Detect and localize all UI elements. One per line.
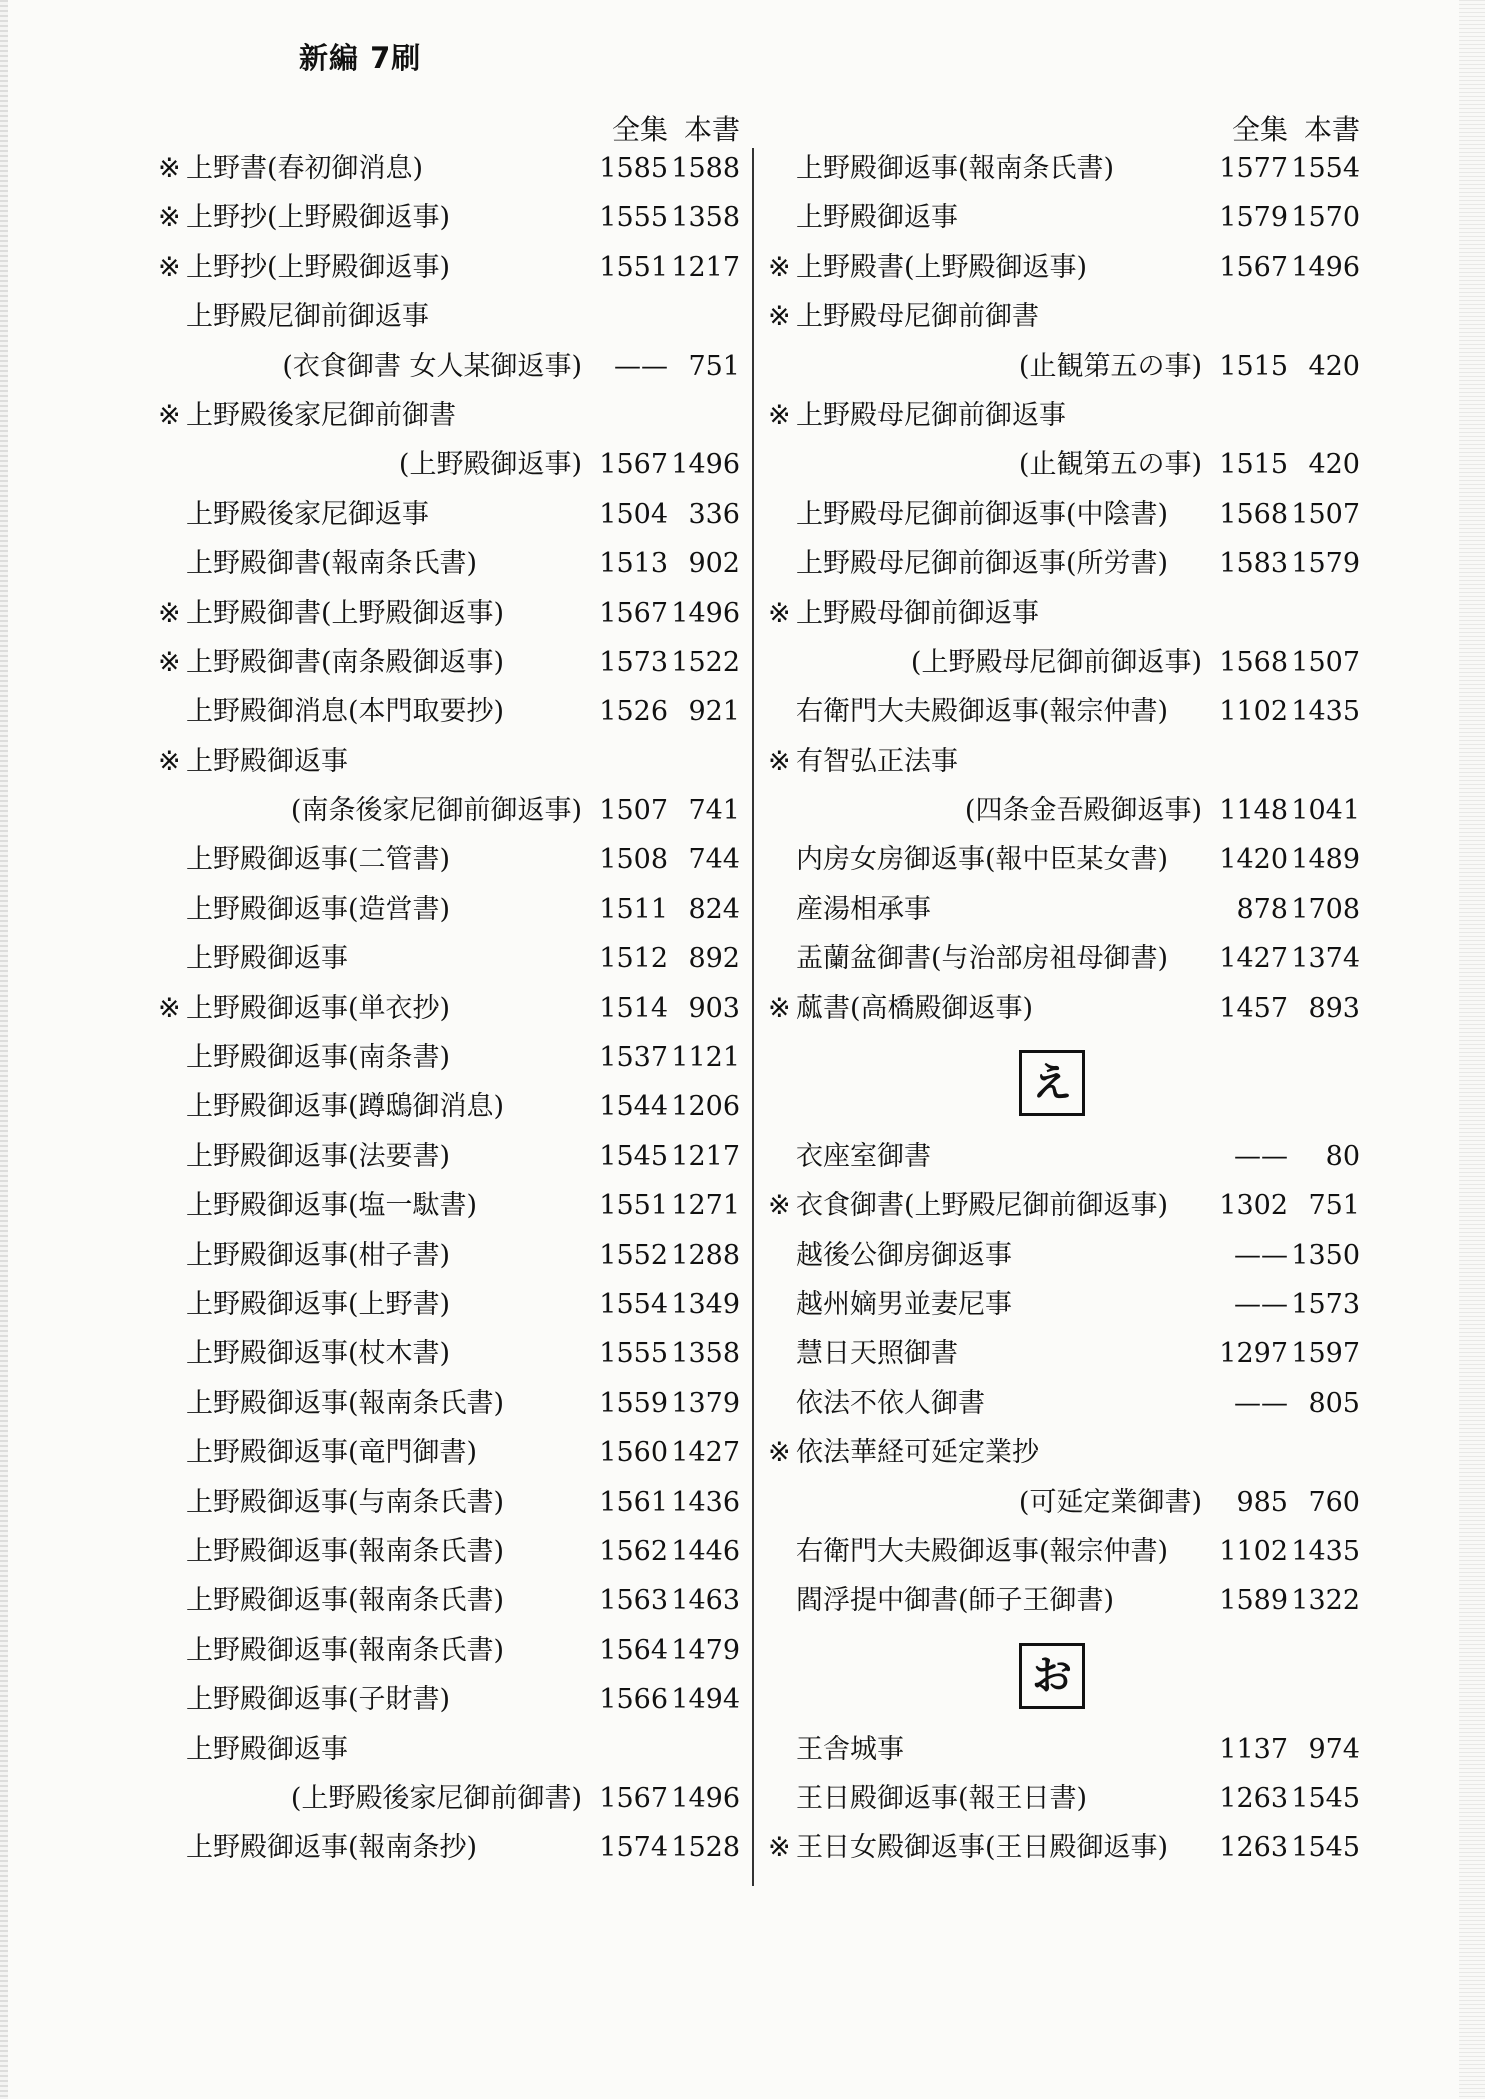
kana-heading-o: お bbox=[1019, 1643, 1085, 1709]
entry-title: 上野殿御返事 bbox=[796, 202, 958, 234]
zenshu-header: 全集 bbox=[1231, 113, 1288, 146]
entry-title: (南条後家尼御前御返事) bbox=[290, 795, 582, 827]
entry-title: 上野殿御返事(報南条抄) bbox=[186, 1832, 478, 1864]
zenshu-page: 1102 bbox=[1219, 1535, 1288, 1567]
reference-mark: ※ bbox=[158, 399, 181, 431]
zenshu-page: 1568 bbox=[1219, 498, 1288, 530]
index-entry bbox=[760, 193, 1360, 242]
zenshu-page: 1537 bbox=[599, 1042, 668, 1074]
entry-title: (上野殿後家尼御前御書) bbox=[290, 1782, 582, 1814]
entry-title: 上野殿御返事(子財書) bbox=[186, 1684, 451, 1716]
honsho-page: 1446 bbox=[671, 1535, 740, 1567]
reference-mark: ※ bbox=[158, 992, 181, 1024]
zenshu-page: —— bbox=[1234, 1387, 1288, 1419]
index-entry bbox=[150, 1329, 740, 1378]
entry-title: 上野殿御書(報南条氏書) bbox=[186, 548, 478, 580]
reference-mark: ※ bbox=[158, 202, 181, 234]
index-entry bbox=[150, 490, 740, 539]
zenshu-page: 1568 bbox=[1219, 646, 1288, 678]
entry-title: 上野殿御返事(報南条氏書) bbox=[186, 1634, 505, 1666]
honsho-page: 921 bbox=[688, 696, 740, 728]
entry-title: 上野抄(上野殿御返事) bbox=[186, 202, 451, 234]
honsho-page: 1217 bbox=[671, 251, 740, 283]
zenshu-page: 1302 bbox=[1219, 1190, 1288, 1222]
reference-mark: ※ bbox=[768, 597, 791, 629]
index-entry bbox=[760, 1527, 1360, 1576]
entry-title: 有智弘正法事 bbox=[796, 745, 958, 777]
zenshu-page: 1555 bbox=[599, 202, 668, 234]
index-entry bbox=[760, 687, 1360, 736]
column-header bbox=[760, 104, 1360, 144]
index-entry bbox=[760, 1132, 1360, 1181]
column-divider bbox=[752, 148, 754, 1886]
index-entry bbox=[760, 342, 1360, 391]
honsho-page: 744 bbox=[688, 844, 740, 876]
index-entry bbox=[760, 1379, 1360, 1428]
entry-title: 上野殿後家尼御返事 bbox=[186, 498, 429, 530]
entry-title: 上野書(春初御消息) bbox=[186, 153, 424, 184]
index-entry bbox=[760, 490, 1360, 539]
reference-mark: ※ bbox=[768, 745, 791, 777]
index-entry bbox=[150, 1033, 740, 1082]
zenshu-page: 1585 bbox=[599, 153, 668, 184]
zenshu-page: 1263 bbox=[1219, 1832, 1288, 1864]
index-entry bbox=[150, 1823, 740, 1872]
zenshu-page: —— bbox=[1234, 1239, 1288, 1271]
honsho-page: 1570 bbox=[1291, 202, 1360, 234]
zenshu-page: 1563 bbox=[599, 1585, 668, 1617]
index-entry bbox=[760, 786, 1360, 835]
entry-title: 上野殿御返事(柑子書) bbox=[186, 1239, 451, 1271]
entry-title: 上野殿御返事(報南条氏書) bbox=[796, 153, 1115, 184]
entry-title: 上野殿御返事(上野書) bbox=[186, 1288, 451, 1320]
honsho-page: 1507 bbox=[1291, 646, 1360, 678]
entry-title: 上野殿御返事(南条書) bbox=[186, 1042, 451, 1074]
honsho-page: 420 bbox=[1308, 449, 1360, 481]
zenshu-page: 878 bbox=[1236, 893, 1288, 925]
entry-title: 上野殿母尼御前御書 bbox=[796, 301, 1039, 333]
entry-title: 依法華経可延定業抄 bbox=[796, 1437, 1039, 1469]
honsho-page: 1121 bbox=[671, 1042, 740, 1074]
index-column-left bbox=[150, 104, 740, 1873]
honsho-page: 1545 bbox=[1291, 1832, 1360, 1864]
honsho-page: 1496 bbox=[671, 449, 740, 481]
honsho-page: 1271 bbox=[671, 1190, 740, 1222]
index-entry bbox=[150, 193, 740, 242]
zenshu-page: 1554 bbox=[599, 1288, 668, 1320]
zenshu-page: 1515 bbox=[1219, 350, 1288, 382]
honsho-page: 751 bbox=[1308, 1190, 1360, 1222]
index-entry bbox=[150, 1626, 740, 1675]
zenshu-page: 1457 bbox=[1219, 992, 1288, 1024]
index-entry bbox=[150, 1576, 740, 1625]
zenshu-page: 1555 bbox=[599, 1338, 668, 1370]
zenshu-page: 1297 bbox=[1219, 1338, 1288, 1370]
entry-title: (上野殿御返事) bbox=[398, 449, 582, 481]
reference-mark: ※ bbox=[158, 153, 181, 184]
entry-title: 上野殿母御前御返事 bbox=[796, 597, 1039, 629]
entry-title: 右衛門大夫殿御返事(報宗仲書) bbox=[796, 1535, 1169, 1567]
entry-title: 慧日天照御書 bbox=[796, 1338, 958, 1370]
entry-title: 上野殿書(上野殿御返事) bbox=[796, 251, 1088, 283]
zenshu-page: 1507 bbox=[599, 795, 668, 827]
zenshu-page: 1513 bbox=[599, 548, 668, 580]
zenshu-page: 1573 bbox=[599, 646, 668, 678]
kana-heading-e: え bbox=[1019, 1050, 1085, 1116]
entry-title: 衣座室御書 bbox=[796, 1140, 931, 1172]
honsho-page: 1436 bbox=[671, 1486, 740, 1518]
entry-title: 上野殿御返事(与南条氏書) bbox=[186, 1486, 505, 1518]
index-entry bbox=[760, 391, 1360, 440]
reference-mark: ※ bbox=[768, 992, 791, 1024]
entry-title: (四条金吾殿御返事) bbox=[964, 795, 1202, 827]
honsho-page: 1206 bbox=[671, 1091, 740, 1123]
entry-title: 上野殿御返事(二管書) bbox=[186, 844, 451, 876]
entry-title: 上野殿御返事(蹲鴟御消息) bbox=[186, 1091, 505, 1123]
scan-edge-left bbox=[0, 0, 8, 2099]
index-entry bbox=[760, 934, 1360, 983]
entry-title: 上野殿御消息(本門取要抄) bbox=[186, 696, 505, 728]
index-entry bbox=[760, 1329, 1360, 1378]
zenshu-page: 1420 bbox=[1219, 844, 1288, 876]
honsho-page: 1358 bbox=[671, 202, 740, 234]
honsho-page: 1435 bbox=[1291, 1535, 1360, 1567]
zenshu-page: 1589 bbox=[1219, 1585, 1288, 1617]
honsho-page: 760 bbox=[1308, 1486, 1360, 1518]
honsho-page: 1522 bbox=[671, 646, 740, 678]
entry-title: 上野殿尼御前御返事 bbox=[186, 301, 429, 333]
honsho-page: 1288 bbox=[671, 1239, 740, 1271]
zenshu-page: 1512 bbox=[599, 943, 668, 975]
index-entry bbox=[150, 1231, 740, 1280]
zenshu-page: 1545 bbox=[599, 1140, 668, 1172]
index-entry bbox=[760, 1231, 1360, 1280]
entry-title: 王日殿御返事(報王日書) bbox=[796, 1782, 1088, 1814]
entry-title: 上野殿御返事 bbox=[186, 745, 348, 777]
honsho-page: 1496 bbox=[671, 1782, 740, 1814]
zenshu-page: 1577 bbox=[1219, 153, 1288, 184]
index-entry bbox=[150, 786, 740, 835]
reference-mark: ※ bbox=[158, 646, 181, 678]
index-entry bbox=[760, 144, 1360, 193]
reference-mark: ※ bbox=[768, 1437, 791, 1469]
index-list-o bbox=[760, 1725, 1360, 1873]
zenshu-page: 1137 bbox=[1219, 1733, 1288, 1765]
entry-title: 上野殿後家尼御前御書 bbox=[186, 399, 456, 431]
zenshu-page: 1508 bbox=[599, 844, 668, 876]
honsho-page: 1349 bbox=[671, 1288, 740, 1320]
honsho-page: 1435 bbox=[1291, 696, 1360, 728]
entry-title: 上野殿御返事(法要書) bbox=[186, 1140, 451, 1172]
honsho-page: 1554 bbox=[1291, 153, 1360, 184]
index-entry bbox=[150, 1082, 740, 1131]
index-entry bbox=[150, 687, 740, 736]
zenshu-page: 1514 bbox=[599, 992, 668, 1024]
reference-mark: ※ bbox=[768, 251, 791, 283]
index-entry bbox=[150, 243, 740, 292]
index-entry bbox=[150, 1379, 740, 1428]
honsho-page: 1463 bbox=[671, 1585, 740, 1617]
entry-title: (止観第五の事) bbox=[1018, 449, 1202, 481]
entry-title: 蓏書(高橋殿御返事) bbox=[796, 992, 1034, 1024]
entry-title: 衣食御書(上野殿尼御前御返事) bbox=[796, 1190, 1169, 1222]
zenshu-header: 全集 bbox=[611, 113, 668, 146]
entry-title: 上野殿母尼御前御返事(所労書) bbox=[796, 548, 1169, 580]
entry-title: 上野抄(上野殿御返事) bbox=[186, 251, 451, 283]
index-entry bbox=[150, 934, 740, 983]
index-entry bbox=[760, 984, 1360, 1033]
index-entry bbox=[760, 1428, 1360, 1477]
index-entry bbox=[150, 638, 740, 687]
honsho-page: 1528 bbox=[671, 1832, 740, 1864]
honsho-page: 1322 bbox=[1291, 1585, 1360, 1617]
zenshu-page: 1551 bbox=[599, 251, 668, 283]
entry-title: 右衛門大夫殿御返事(報宗仲書) bbox=[796, 696, 1169, 728]
index-entry bbox=[760, 638, 1360, 687]
reference-mark: ※ bbox=[158, 597, 181, 629]
index-entry bbox=[150, 292, 740, 341]
section-e bbox=[760, 1033, 1360, 1132]
zenshu-page: 1511 bbox=[599, 893, 668, 925]
index-entry bbox=[150, 1675, 740, 1724]
honsho-header: 本書 bbox=[1303, 113, 1360, 146]
entry-title: 上野殿御返事(造営書) bbox=[186, 893, 451, 925]
honsho-page: 1041 bbox=[1291, 795, 1360, 827]
honsho-page: 1489 bbox=[1291, 844, 1360, 876]
zenshu-page: 1562 bbox=[599, 1535, 668, 1567]
honsho-page: 903 bbox=[688, 992, 740, 1024]
zenshu-page: 1544 bbox=[599, 1091, 668, 1123]
honsho-page: 1708 bbox=[1291, 893, 1360, 925]
index-entry bbox=[150, 440, 740, 489]
index-list bbox=[150, 144, 740, 1873]
honsho-page: 893 bbox=[1308, 992, 1360, 1024]
zenshu-page: 1559 bbox=[599, 1387, 668, 1419]
index-entry bbox=[760, 835, 1360, 884]
index-entry bbox=[760, 1478, 1360, 1527]
entry-title: 内房女房御返事(報中臣某女書) bbox=[796, 844, 1169, 876]
entry-title: (可延定業御書) bbox=[1018, 1486, 1202, 1518]
index-list-u bbox=[760, 144, 1360, 1033]
zenshu-page: —— bbox=[614, 350, 668, 382]
zenshu-page: 1567 bbox=[599, 449, 668, 481]
index-entry bbox=[150, 885, 740, 934]
reference-mark: ※ bbox=[768, 1190, 791, 1222]
index-entry bbox=[150, 835, 740, 884]
honsho-page: 1374 bbox=[1291, 943, 1360, 975]
index-entry bbox=[760, 737, 1360, 786]
index-entry bbox=[150, 737, 740, 786]
index-entry bbox=[150, 144, 740, 193]
zenshu-page: 1560 bbox=[599, 1437, 668, 1469]
zenshu-page: 1148 bbox=[1219, 795, 1288, 827]
index-entry bbox=[760, 539, 1360, 588]
reference-mark: ※ bbox=[158, 745, 181, 777]
index-entry bbox=[150, 1132, 740, 1181]
zenshu-page: 1579 bbox=[1219, 202, 1288, 234]
zenshu-page: 1263 bbox=[1219, 1782, 1288, 1814]
entry-title: 産湯相承事 bbox=[796, 893, 931, 925]
honsho-page: 1545 bbox=[1291, 1782, 1360, 1814]
entry-title: 依法不依人御書 bbox=[796, 1387, 985, 1419]
index-column-right bbox=[760, 104, 1360, 1873]
honsho-page: 1427 bbox=[671, 1437, 740, 1469]
index-entry bbox=[150, 539, 740, 588]
zenshu-page: 1526 bbox=[599, 696, 668, 728]
index-entry bbox=[150, 589, 740, 638]
entry-title: 上野殿母尼御前御返事(中陰書) bbox=[796, 498, 1169, 530]
honsho-header: 本書 bbox=[683, 113, 740, 146]
honsho-page: 1579 bbox=[1291, 548, 1360, 580]
entry-title: 上野殿御返事 bbox=[186, 943, 348, 975]
honsho-page: 1379 bbox=[671, 1387, 740, 1419]
entry-title: 越州嫡男並妻尼事 bbox=[796, 1289, 1012, 1320]
reference-mark: ※ bbox=[768, 1832, 791, 1864]
index-entry bbox=[150, 1725, 740, 1774]
index-entry bbox=[150, 1280, 740, 1329]
zenshu-page: 1567 bbox=[1219, 251, 1288, 283]
index-entry bbox=[760, 243, 1360, 292]
honsho-page: 1479 bbox=[671, 1634, 740, 1666]
entry-title: 上野殿御返事(単衣抄) bbox=[186, 992, 451, 1024]
index-entry bbox=[760, 885, 1360, 934]
honsho-page: 824 bbox=[688, 893, 740, 925]
zenshu-page: 1561 bbox=[599, 1486, 668, 1518]
index-entry bbox=[760, 1774, 1360, 1823]
reference-mark: ※ bbox=[768, 399, 791, 431]
zenshu-page: 1567 bbox=[599, 1782, 668, 1814]
index-entry bbox=[150, 1428, 740, 1477]
entry-title: 盂蘭盆御書(与治部房祖母御書) bbox=[796, 943, 1169, 975]
honsho-page: 1496 bbox=[1291, 251, 1360, 283]
index-entry bbox=[760, 1181, 1360, 1230]
index-entry bbox=[760, 292, 1360, 341]
scan-edge-right bbox=[1459, 0, 1485, 2099]
entry-title: 王舎城事 bbox=[796, 1733, 904, 1765]
honsho-page: 336 bbox=[688, 498, 740, 530]
entry-title: 閻浮提中御書(師子王御書) bbox=[796, 1585, 1115, 1617]
honsho-page: 1573 bbox=[1291, 1289, 1360, 1320]
entry-title: 上野殿御書(上野殿御返事) bbox=[186, 597, 505, 629]
zenshu-page: 1583 bbox=[1219, 548, 1288, 580]
entry-title: 上野殿御書(南条殿御返事) bbox=[186, 646, 505, 678]
index-entry bbox=[760, 589, 1360, 638]
honsho-page: 805 bbox=[1308, 1387, 1360, 1419]
entry-title: 上野殿御返事(報南条氏書) bbox=[186, 1585, 505, 1617]
honsho-page: 1597 bbox=[1291, 1338, 1360, 1370]
honsho-page: 902 bbox=[688, 548, 740, 580]
zenshu-page: 1504 bbox=[599, 498, 668, 530]
entry-title: 上野殿御返事(杖木書) bbox=[186, 1338, 451, 1370]
entry-title: 上野殿御返事(竜門御書) bbox=[186, 1437, 478, 1469]
index-entry bbox=[150, 342, 740, 391]
index-list-e bbox=[760, 1132, 1360, 1626]
entry-title: 上野殿御返事(報南条氏書) bbox=[186, 1535, 505, 1567]
index-entry bbox=[760, 1576, 1360, 1625]
zenshu-page: 1564 bbox=[599, 1634, 668, 1666]
honsho-page: 1358 bbox=[671, 1338, 740, 1370]
index-entry bbox=[150, 1181, 740, 1230]
zenshu-page: 1552 bbox=[599, 1239, 668, 1271]
honsho-page: 1350 bbox=[1291, 1239, 1360, 1271]
zenshu-page: 1551 bbox=[599, 1190, 668, 1222]
zenshu-page: 1427 bbox=[1219, 943, 1288, 975]
honsho-page: 892 bbox=[688, 943, 740, 975]
index-entry bbox=[760, 1823, 1360, 1872]
honsho-page: 1507 bbox=[1291, 498, 1360, 530]
zenshu-page: 1515 bbox=[1219, 449, 1288, 481]
zenshu-page: 1566 bbox=[599, 1684, 668, 1716]
zenshu-page: 985 bbox=[1236, 1486, 1288, 1518]
zenshu-page: 1567 bbox=[599, 597, 668, 629]
section-o bbox=[760, 1626, 1360, 1725]
entry-title: 上野殿御返事 bbox=[186, 1733, 348, 1765]
honsho-page: 1494 bbox=[671, 1684, 740, 1716]
zenshu-page: 1102 bbox=[1219, 696, 1288, 728]
honsho-page: 974 bbox=[1308, 1733, 1360, 1765]
entry-title: (衣食御書 女人某御返事) bbox=[282, 350, 582, 382]
column-header bbox=[150, 104, 740, 144]
entry-title: (止観第五の事) bbox=[1018, 350, 1202, 382]
index-entry bbox=[760, 440, 1360, 489]
index-entry bbox=[760, 1725, 1360, 1774]
honsho-page: 1588 bbox=[671, 153, 740, 184]
index-entry bbox=[150, 1774, 740, 1823]
entry-title: (上野殿母尼御前御返事) bbox=[910, 646, 1202, 678]
reference-mark: ※ bbox=[768, 301, 791, 333]
honsho-page: 751 bbox=[688, 350, 740, 382]
reference-mark: ※ bbox=[158, 251, 181, 283]
zenshu-page: 1574 bbox=[599, 1832, 668, 1864]
index-entry bbox=[150, 1478, 740, 1527]
entry-title: 上野殿母尼御前御返事 bbox=[796, 399, 1066, 431]
entry-title: 上野殿御返事(報南条氏書) bbox=[186, 1387, 505, 1419]
entry-title: 上野殿御返事(塩一駄書) bbox=[186, 1190, 478, 1222]
index-entry bbox=[150, 1527, 740, 1576]
index-entry bbox=[150, 984, 740, 1033]
honsho-page: 420 bbox=[1308, 350, 1360, 382]
honsho-page: 1496 bbox=[671, 597, 740, 629]
entry-title: 王日女殿御返事(王日殿御返事) bbox=[796, 1832, 1169, 1864]
honsho-page: 1217 bbox=[671, 1140, 740, 1172]
zenshu-page: —— bbox=[1234, 1140, 1288, 1172]
index-entry bbox=[150, 391, 740, 440]
honsho-page: 80 bbox=[1325, 1140, 1360, 1172]
zenshu-page: —— bbox=[1234, 1289, 1288, 1320]
page-title: 新編 7刷 bbox=[299, 41, 422, 75]
honsho-page: 741 bbox=[688, 795, 740, 827]
index-entry bbox=[760, 1280, 1360, 1329]
entry-title: 越後公御房御返事 bbox=[796, 1239, 1012, 1271]
